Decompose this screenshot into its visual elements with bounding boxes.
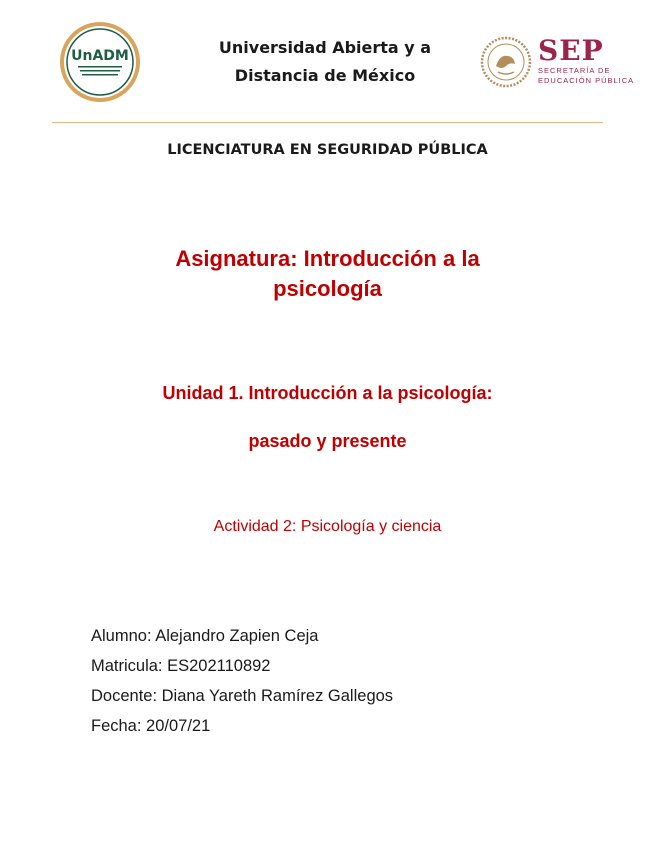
sep-acronym: SEP	[538, 34, 604, 67]
activity-title: Actividad 2: Psicología y ciencia	[213, 518, 442, 535]
sep-subtitle-line1: SECRETARÍA DE	[538, 66, 611, 75]
student-info	[91, 621, 393, 741]
university-name-line1: Universidad Abierta y a	[218, 38, 432, 57]
unit-title-line2: pasado y presente	[248, 431, 407, 451]
document-header	[0, 0, 655, 130]
sep-logo	[480, 36, 645, 94]
mexico-seal-icon	[480, 36, 532, 88]
student-name: Alumno: Alejandro Zapien Ceja	[91, 627, 319, 645]
student-id: Matricula: ES202110892	[91, 657, 271, 675]
unit-title-line1: Unidad 1. Introducción a la psicología:	[162, 383, 493, 403]
header-divider	[52, 122, 603, 123]
date: Fecha: 20/07/21	[91, 717, 211, 735]
sep-subtitle-line2: EDUCACIÓN PÚBLICA	[538, 76, 635, 85]
program-title: LICENCIATURA EN SEGURIDAD PÚBLICA	[167, 142, 488, 158]
teacher-name: Docente: Diana Yareth Ramírez Gallegos	[91, 687, 394, 705]
unadm-logo	[58, 20, 142, 104]
university-name	[190, 34, 460, 90]
subject-title: Asignatura: Introducción a la psicología	[175, 246, 480, 301]
university-name-line2: Distancia de México	[234, 66, 416, 85]
unadm-logo-text: UnADM	[71, 48, 129, 64]
